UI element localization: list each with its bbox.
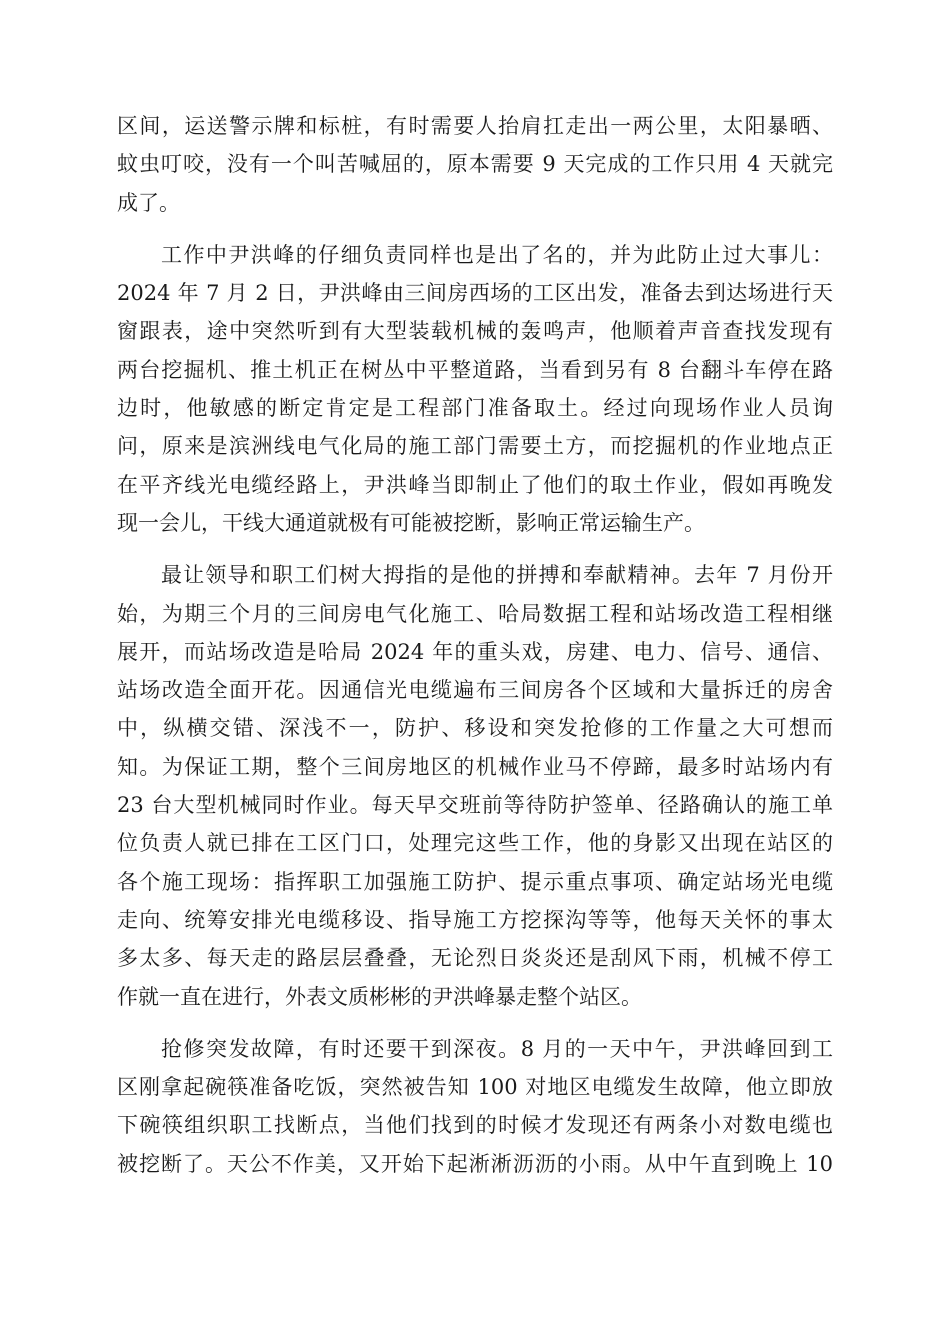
- text-line: 走向、统筹安排光电缆移设、指导施工方挖探沟等等，他每天关怀的事太: [117, 907, 833, 932]
- paragraph-2: [117, 236, 833, 542]
- text-line: 位负责人就已排在工区门口，处理完这些工作，他的身影又出现在站区的: [117, 831, 833, 856]
- text-line: 在平齐线光电缆经路上，尹洪峰当即制止了他们的取土作业，假如再晚发: [117, 472, 833, 497]
- text-line: 问，原来是滨洲线电气化局的施工部门需要土方，而挖掘机的作业地点正: [117, 434, 833, 459]
- text-line: 多太多、每天走的路层层叠叠，无论烈日炎炎还是刮风下雨，机械不停工: [117, 946, 833, 971]
- text-line: 被挖断了。天公不作美，又开始下起淅淅沥沥的小雨。从中午直到晚上 10: [117, 1151, 833, 1176]
- text-line: 区间，运送警示牌和标桩，有时需要人抬肩扛走出一两公里，太阳暴晒、: [117, 114, 833, 138]
- text-line: 边时，他敏感的断定肯定是工程部门准备取土。经过向现场作业人员询: [117, 396, 833, 421]
- text-line: 抢修突发故障，有时还要干到深夜。8 月的一天中午，尹洪峰回到工: [161, 1036, 833, 1061]
- text-line: 中，纵横交错、深浅不一，防护、移设和突发抢修的工作量之大可想而: [117, 716, 833, 741]
- text-line: 两台挖掘机、推土机正在树丛中平整道路，当看到另有 8 台翻斗车停在路: [117, 357, 833, 382]
- text-line: 现一会儿，干线大通道就极有可能被挖断，影响正常运输生产。: [117, 510, 705, 535]
- text-line: 区刚拿起碗筷准备吃饭，突然被告知 100 对地区电缆发生故障，他立即放: [117, 1075, 833, 1100]
- text-line: 2024 年 7 月 2 日，尹洪峰由三间房西场的工区出发，准备去到达场进行天: [117, 281, 833, 306]
- text-line: 知。为保证工期，整个三间房地区的机械作业马不停蹄，最多时站场内有: [117, 754, 833, 779]
- text-line: 展开，而站场改造是哈局 2024 年的重头戏，房建、电力、信号、通信、: [117, 639, 833, 664]
- text-line: 各个施工现场：指挥职工加强施工防护、提示重点事项、确定站场光电缆: [117, 869, 833, 894]
- text-line: 窗跟表，途中突然听到有大型装载机械的轰鸣声，他顺着声音查找发现有: [117, 319, 833, 344]
- text-line: 站场改造全面开花。因通信光电缆遍布三间房各个区域和大量拆迁的房舍: [117, 678, 833, 703]
- text-line: 始，为期三个月的三间房电气化施工、哈局数据工程和站场改造工程相继: [117, 601, 833, 626]
- paragraph-4: [117, 1030, 833, 1183]
- text-line: 23 台大型机械同时作业。每天早交班前等待防护签单、径路确认的施工单: [117, 793, 833, 818]
- body-text: [117, 107, 833, 1197]
- text-line: 成了。: [117, 190, 180, 215]
- text-line: 作就一直在进行，外表文质彬彬的尹洪峰暴走整个站区。: [117, 984, 642, 1009]
- text-line: 蚊虫叮咬，没有一个叫苦喊屈的，原本需要 9 天完成的工作只用 4 天就完: [117, 152, 833, 177]
- text-line: 下碗筷组织职工找断点，当他们找到的时候才发现还有两条小对数电缆也: [117, 1113, 833, 1138]
- paragraph-3: [117, 556, 833, 1016]
- paragraph-1: [117, 107, 833, 222]
- text-line: 工作中尹洪峰的仔细负责同样也是出了名的，并为此防止过大事儿：: [161, 242, 833, 267]
- text-line: 最让领导和职工们树大拇指的是他的拼搏和奉献精神。去年 7 月份开: [161, 563, 833, 588]
